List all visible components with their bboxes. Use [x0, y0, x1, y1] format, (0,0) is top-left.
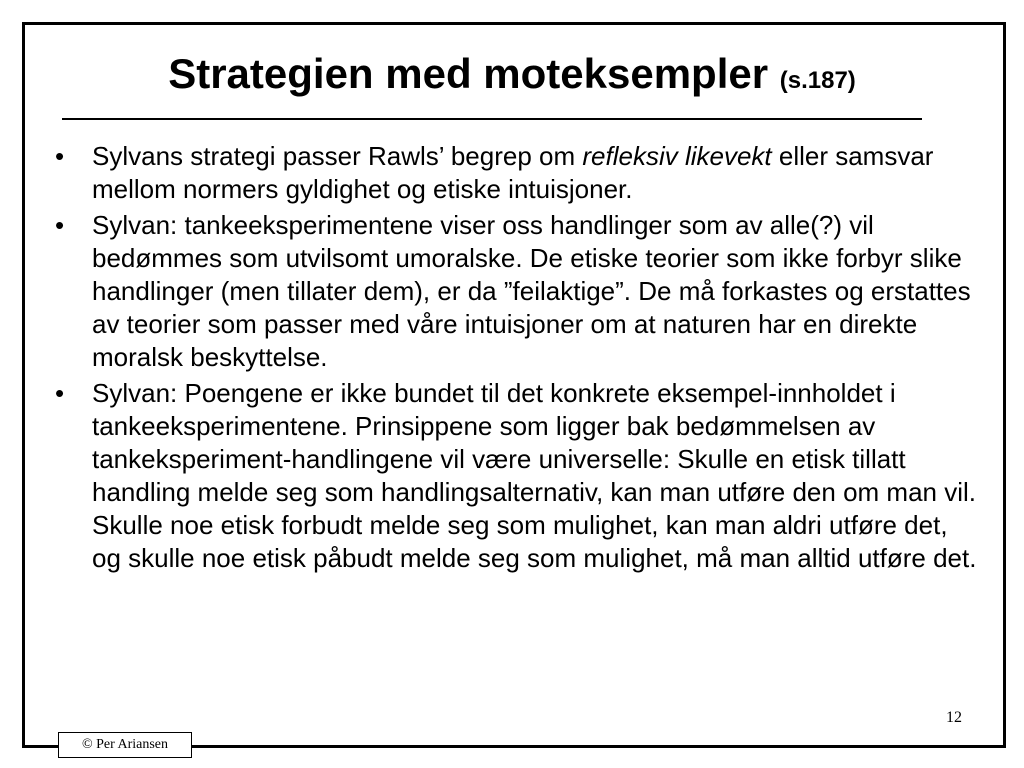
bullet-icon: •: [55, 378, 65, 408]
bullet-list: [55, 140, 980, 578]
bullet-item-2: [55, 209, 980, 374]
slide-title: [0, 48, 1024, 107]
bullet-3-text: Sylvan: Poengene er ikke bundet til det konkrete eksempel-innholdet i tankeeksperimentene. Prinsippene som ligger bak bedømmelsen av tankeksperiment-handlingene vil være universelle: Skulle en etisk tillatt handling melde seg som handlingsalternativ, kan man utføre den om man vil. Skulle noe etisk forbudt melde seg som mulighet, kan man aldri utføre det, og skulle noe etisk påbudt melde seg som mulighet, må man alltid utføre det.: [92, 378, 977, 573]
bullet-1-text-start: Sylvans strategi passer Rawls’ begrep om: [92, 141, 583, 171]
bullet-icon: •: [55, 141, 65, 171]
copyright-notice: © Per Ariansen: [58, 732, 192, 758]
page-number: 12: [946, 709, 962, 726]
slide-title-page-reference: (s.187): [779, 67, 856, 94]
bullet-1-text-end: eller samsvar mellom normers gyldighet og etiske intuisjoner.: [92, 141, 934, 204]
bullet-item-3: [55, 377, 980, 575]
bullet-1-emphasis: refleksiv likevekt: [582, 141, 772, 171]
bullet-icon: •: [55, 210, 65, 240]
slide-title-text: Strategien med moteksempler: [168, 50, 769, 97]
title-divider: [62, 118, 922, 120]
bullet-item-1: [55, 140, 980, 206]
bullet-2-text: Sylvan: tankeeksperimentene viser oss handlinger som av alle(?) vil bedømmes som utvilsomt umoralske. De etiske teorier som ikke forbyr slike handlinger (men tillater dem), er da ”feilaktige”. De må forkastes og erstattes av teorier som passer med våre intuisjoner om at naturen har en direkte moralsk beskyttelse.: [92, 210, 971, 372]
